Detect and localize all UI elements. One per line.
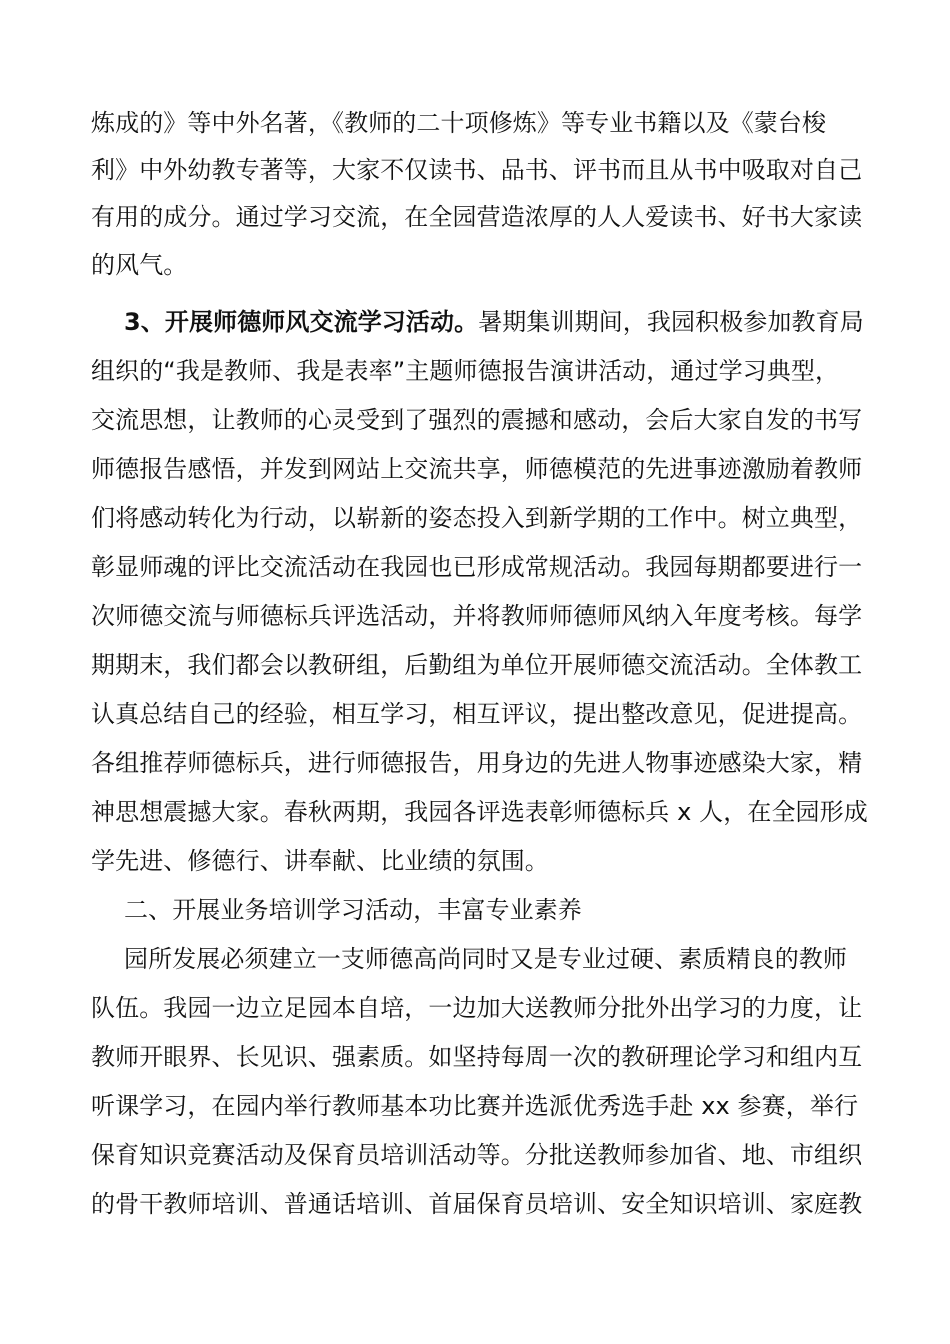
text-line-14: 各组推荐师德标兵，进行师德报告，用身边的先进人物事迹感染大家，精 <box>91 749 863 777</box>
text-line-2: 利》中外幼教专著等，大家不仅读书、品书、评书而且从书中吸取对自己 <box>91 156 863 184</box>
text-line-19: 队伍。我园一边立足园本自培，一边加大送教师分批外出学习的力度，让 <box>91 994 863 1022</box>
text-line-6: 组织的“我是教师、我是表率”主题师德报告演讲活动，通过学习典型， <box>91 357 840 385</box>
section-2-heading: 二、开展业务培训学习活动，丰富专业素养 <box>124 896 582 924</box>
text-line-21: 听课学习，在园内举行教师基本功比赛并选派优秀选手赴 xx 参赛，举行 <box>91 1092 859 1120</box>
text-line-12: 期期末，我们都会以教研组，后勤组为单位开展师德交流活动。全体教工 <box>91 651 863 679</box>
text-line-3: 有用的成分。通过学习交流，在全园营造浓厚的人人爱读书、好书大家读 <box>91 203 863 231</box>
text-line-20: 教师开眼界、长见识、强素质。如坚持每周一次的教研理论学习和组内互 <box>91 1043 863 1071</box>
section-3-heading: 3、开展师德师风交流学习活动。 <box>124 308 479 336</box>
text-line-4: 的风气。 <box>91 251 188 279</box>
section-3-intro-text: 暑期集训期间，我园积极参加教育局 <box>478 308 864 336</box>
text-line-16: 学先进、修德行、讲奉献、比业绩的氛围。 <box>91 847 549 875</box>
text-line-7: 交流思想，让教师的心灵受到了强烈的震撼和感动，会后大家自发的书写 <box>91 406 863 434</box>
text-line-9: 们将感动转化为行动，以崭新的姿态投入到新学期的工作中。树立典型， <box>91 504 863 532</box>
text-line-15: 神思想震撼大家。春秋两期，我园各评选表彰师德标兵 x 人，在全园形成 <box>91 798 868 826</box>
text-line-8: 师德报告感悟，并发到网站上交流共享，师德模范的先进事迹激励着教师 <box>91 455 863 483</box>
text-line-23: 的骨干教师培训、普通话培训、首届保育员培训、安全知识培训、家庭教 <box>91 1190 863 1218</box>
text-line-11: 次师德交流与师德标兵评选活动，并将教师师德师风纳入年度考核。每学 <box>91 602 863 630</box>
text-line-13: 认真总结自己的经验，相互学习，相互评议，提出整改意见，促进提高。 <box>91 700 863 728</box>
text-line-1: 炼成的》等中外名著，《教师的二十项修炼》等专业书籍以及《蒙台梭 <box>91 109 827 137</box>
text-line-22: 保育知识竞赛活动及保育员培训活动等。分批送教师参加省、地、市组织 <box>91 1141 863 1169</box>
text-line-10: 彰显师魂的评比交流活动在我园也已形成常规活动。我园每期都要进行一 <box>91 553 863 581</box>
text-line-18: 园所发展必须建立一支师德高尚同时又是专业过硬、素质精良的教师 <box>124 945 847 973</box>
section-3-heading-line <box>124 305 871 339</box>
